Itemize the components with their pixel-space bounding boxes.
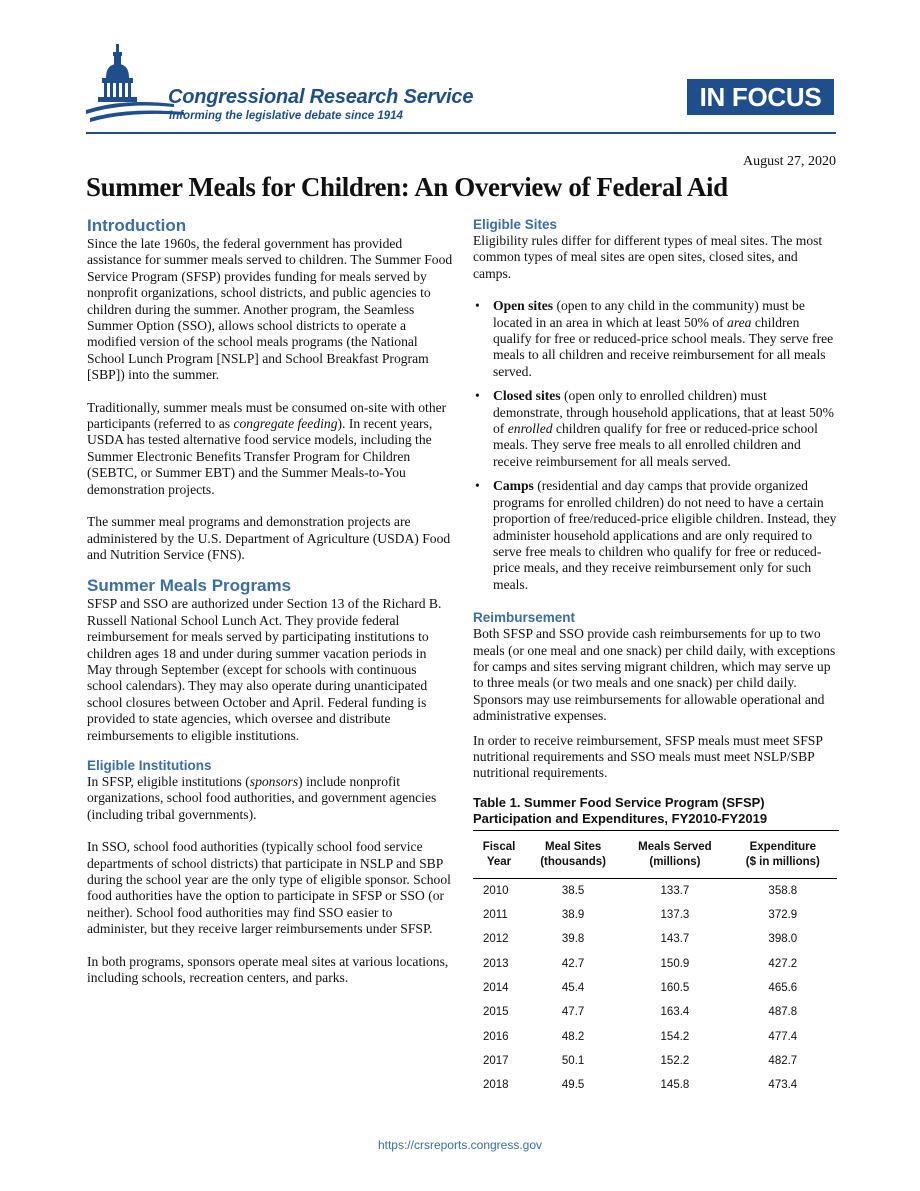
- cell-fiscal-year: 2014: [483, 981, 509, 994]
- bullet-icon: •: [475, 388, 480, 404]
- table-row: [473, 1025, 837, 1049]
- section-heading-programs: Summer Meals Programs: [87, 576, 292, 596]
- institutions-paragraph-3: In both programs, sponsors operate meal sites at various locations, including schools, recreation centers, and parks.: [87, 953, 449, 986]
- cell-expenditure: 372.9: [768, 909, 798, 922]
- cell-expenditure: 482.7: [768, 1054, 798, 1067]
- cell-meals-served: 145.8: [660, 1079, 690, 1092]
- cell-fiscal-year: 2011: [483, 909, 508, 922]
- cell-meals-served: 150.9: [660, 957, 690, 970]
- subheading-eligible-institutions: Eligible Institutions: [87, 757, 212, 773]
- footer-url[interactable]: https://crsreports.congress.gov: [377, 1138, 543, 1152]
- publication-date: August 27, 2020: [743, 154, 836, 169]
- cell-meals-served: 152.2: [660, 1054, 690, 1067]
- cell-meals-served: 163.4: [660, 1006, 690, 1019]
- cell-fiscal-year: 2015: [483, 1006, 509, 1019]
- table-row: [473, 1049, 837, 1073]
- site-types-list: [473, 298, 839, 593]
- list-item-camps: • Camps (residential and day camps that provide organized programs for enrolled children) do not need to have a certain proportion of free/reduced-price eligible children. Instead, they administer household applications and are only required to serve free meals to children who qualify for free or reduced-price meals, and they receive reimbursement only for such meals.: [475, 478, 837, 592]
- term-sponsors: sponsors: [249, 773, 299, 789]
- section-heading-introduction: Introduction: [87, 216, 187, 235]
- cell-expenditure: 487.8: [768, 1006, 798, 1019]
- sfsp-data-table: [473, 831, 837, 1098]
- cell-meal-sites: 45.4: [561, 981, 585, 994]
- right-column: [473, 216, 839, 1097]
- cell-meal-sites: 50.1: [561, 1054, 585, 1067]
- cell-meal-sites: 38.9: [561, 909, 585, 922]
- table-row: [473, 927, 837, 951]
- table-caption: Table 1. Summer Food Service Program (SFSP) Participation and Expenditures, FY2010-FY2019: [473, 794, 768, 826]
- bullet-icon: •: [475, 478, 480, 494]
- cell-fiscal-year: 2016: [483, 1030, 509, 1043]
- cell-meals-served: 160.5: [660, 981, 690, 994]
- table-row: [473, 976, 837, 1000]
- table-row: [473, 879, 837, 903]
- subheading-reimbursement: Reimbursement: [473, 610, 576, 626]
- list-item-closed-sites: • Closed sites (open only to enrolled children) must demonstrate, through household applications, that at least 50% of enrolled children qualify for free or reduced-price school meals. They serve free meals to all enrolled children and receive reimbursement for all meals served.: [475, 388, 834, 469]
- cell-meal-sites: 38.5: [561, 884, 585, 897]
- table-header-row: [473, 831, 837, 878]
- cell-meals-served: 154.2: [660, 1030, 690, 1043]
- institutions-paragraph-2: In SSO, school food authorities (typically school food service departments of school districts) that participate in NSLP and SBP during the school year are the only type of eligible sponsor. School food authorities have the option to participate in SFSP or SSO (or neither). School food authorities may find SSO easier to administer, but they receive larger reimbursements under SFSP.: [87, 839, 451, 937]
- col-header-meal-sites: Meal Sites (thousands): [540, 840, 607, 868]
- col-header-fiscal-year: Fiscal Year: [482, 840, 516, 868]
- cell-meal-sites: 42.7: [561, 957, 585, 970]
- cell-expenditure: 358.8: [768, 884, 798, 897]
- cell-fiscal-year: 2012: [483, 933, 509, 946]
- left-column: [87, 216, 453, 986]
- intro-paragraph-1: Since the late 1960s, the federal government has provided assistance for summer meals served to children. The Summer Food Service Program (SFSP) provides funding for meals served by nonprofit organizations, school districts, and public agencies to children during the summer. Another program, the Seamless Summer Option (SSO), allows school districts to operate a modified version of the school meals programs (the National School Lunch Program [NSLP] and School Breakfast Program [SBP]) into the summer.: [87, 236, 453, 383]
- cell-expenditure: 477.4: [768, 1030, 798, 1043]
- table-row: [473, 1000, 837, 1024]
- cell-meals-served: 143.7: [660, 933, 690, 946]
- table-body: [473, 878, 837, 1098]
- cell-expenditure: 473.4: [768, 1079, 798, 1092]
- cell-meals-served: 137.3: [660, 909, 690, 922]
- institutions-paragraph-1: In SFSP, eligible institutions (sponsors) include nonprofit organizations, school food authorities, and government agencies (including tribal governments).: [87, 773, 437, 822]
- list-item-open-sites: • Open sites (open to any child in the community) must be located in an area in which at least 50% of area children qualify for free or reduced-price school meals. They serve free meals to all children and receive reimbursement for all meals served.: [475, 298, 834, 379]
- programs-paragraph: SFSP and SSO are authorized under Section 13 of the Richard B. Russell National School Lunch Act. They provide federal reimbursement for meals served by participating institutions to children ages 18 and under during summer vacation periods in May through September (except for schools with continuous school calendars). They may also operate during unanticipated school closures between October and April. Federal funding is provided to state agencies, which oversee and distribute reimbursements to eligible institutions.: [87, 596, 442, 743]
- cell-expenditure: 398.0: [768, 933, 798, 946]
- org-name: Congressional Research Service: [168, 86, 474, 108]
- org-tagline: Informing the legislative debate since 1914: [169, 110, 403, 122]
- cell-expenditure: 465.6: [768, 981, 798, 994]
- cell-fiscal-year: 2018: [483, 1079, 509, 1092]
- table-row: [473, 903, 837, 927]
- intro-paragraph-2: Traditionally, summer meals must be consumed on-site with other participants (referred to as congregate feeding). In recent years, USDA has tested alternative food service models, including the Summer Electronic Benefits Transfer Program for Children (SEBTC, or Summer EBT) and the Summer Meals-to-You demonstration projects.: [87, 399, 447, 497]
- subheading-eligible-sites: Eligible Sites: [473, 217, 558, 232]
- reimbursement-paragraph-1: Both SFSP and SSO provide cash reimbursements for up to two meals (or one meal and one snack) per child daily, with exceptions for camps and sites serving migrant children, which may serve up to three meals (or two meals and one snack) per child daily. Sponsors may use reimbursements for allowable operational and administrative expenses.: [473, 626, 836, 724]
- sites-intro: Eligibility rules differ for different types of meal sites. The most common types of meal sites are open sites, closed sites, and camps.: [473, 233, 823, 281]
- cell-meal-sites: 48.2: [561, 1030, 585, 1043]
- cell-fiscal-year: 2013: [483, 957, 509, 970]
- reimbursement-paragraph-2: In order to receive reimbursement, SFSP meals must meet SFSP nutritional requirements and SSO meals must meet NSLP/SBP nutritional requirements.: [473, 732, 823, 781]
- table-row: [473, 1073, 837, 1097]
- bullet-icon: •: [475, 298, 480, 314]
- header-divider: [86, 132, 836, 134]
- page-title: Summer Meals for Children: An Overview of Federal Aid: [86, 172, 728, 202]
- cell-meal-sites: 39.8: [561, 933, 585, 946]
- cell-expenditure: 427.2: [768, 957, 798, 970]
- cell-meal-sites: 49.5: [561, 1079, 585, 1092]
- col-header-meals-served: Meals Served (millions): [638, 840, 712, 868]
- cell-meals-served: 133.7: [660, 884, 690, 897]
- cell-fiscal-year: 2010: [483, 884, 509, 897]
- term-congregate-feeding: congregate feeding: [233, 416, 338, 432]
- table-row: [473, 952, 837, 976]
- cell-fiscal-year: 2017: [483, 1054, 509, 1067]
- cell-meal-sites: 47.7: [561, 1006, 585, 1019]
- col-header-expenditure: Expenditure ($ in millions): [745, 840, 820, 868]
- intro-paragraph-3: The summer meal programs and demonstration projects are administered by the U.S. Department of Agriculture (USDA) Food and Nutrition Service (FNS).: [87, 514, 451, 562]
- series-badge: IN FOCUS: [687, 79, 834, 115]
